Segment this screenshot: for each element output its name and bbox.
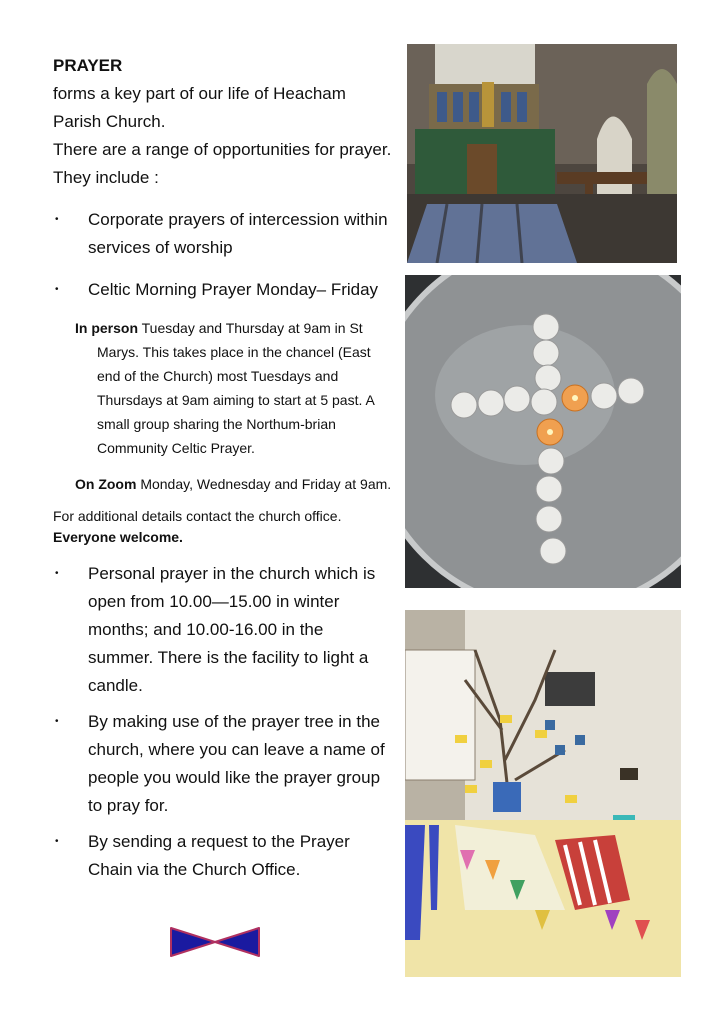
opportunities-list-top	[53, 206, 393, 304]
list-item	[53, 276, 393, 304]
welcome-note: Everyone welcome.	[53, 529, 183, 545]
bullet-icon: •	[55, 214, 59, 225]
contact-note: For additional details contact the church office.	[53, 508, 342, 524]
prayer-tree-photo	[405, 610, 681, 977]
bullet-icon: •	[55, 716, 59, 727]
list-item	[53, 560, 393, 700]
opportunities-list-bottom	[53, 560, 393, 884]
on-zoom-text: Monday, Wednesday and Friday at 9am.	[136, 476, 392, 492]
candle-cross-photo	[405, 275, 681, 588]
bowtie-ornament	[170, 927, 260, 957]
list-item	[53, 206, 393, 262]
prayer-article	[53, 52, 393, 884]
list-item-text: By making use of the prayer tree in the church, where you can leave a name of people you would like the prayer group to pray for.	[88, 712, 385, 815]
heading: PRAYER	[53, 56, 123, 75]
bowtie-shape	[171, 928, 259, 956]
chancel-photo	[407, 44, 677, 263]
bullet-icon: •	[55, 568, 59, 579]
list-item-text: By sending a request to the Prayer Chain via the Church Office.	[88, 832, 350, 879]
on-zoom-paragraph	[53, 472, 393, 496]
list-item-text: Corporate prayers of intercession within services of worship	[88, 210, 388, 257]
intro-line-1: forms a key part of our life of Heacham Parish Church.	[53, 84, 346, 131]
bullet-icon: •	[55, 836, 59, 847]
intro-line-2: There are a range of opportunities for prayer. They include :	[53, 140, 392, 187]
list-item	[53, 708, 393, 820]
bullet-icon: •	[55, 284, 59, 295]
list-item	[53, 828, 393, 884]
on-zoom-label: On Zoom	[75, 476, 137, 492]
in-person-paragraph	[53, 316, 393, 460]
in-person-text: Tuesday and Thursday at 9am in St Marys. This takes place in the chancel (East end of the Church) most Tuesdays and Thursdays at 9am aiming to start at 5 past. A small group sharing the Northum-brian Community Celtic Prayer.	[97, 320, 375, 456]
in-person-label: In person	[75, 320, 139, 336]
list-item-text: Personal prayer in the church which is open from 10.00—15.00 in winter months; and 10.00-16.00 in the summer. There is the facility to light a candle.	[88, 564, 376, 695]
list-item-text: Celtic Morning Prayer Monday– Friday	[88, 280, 379, 299]
